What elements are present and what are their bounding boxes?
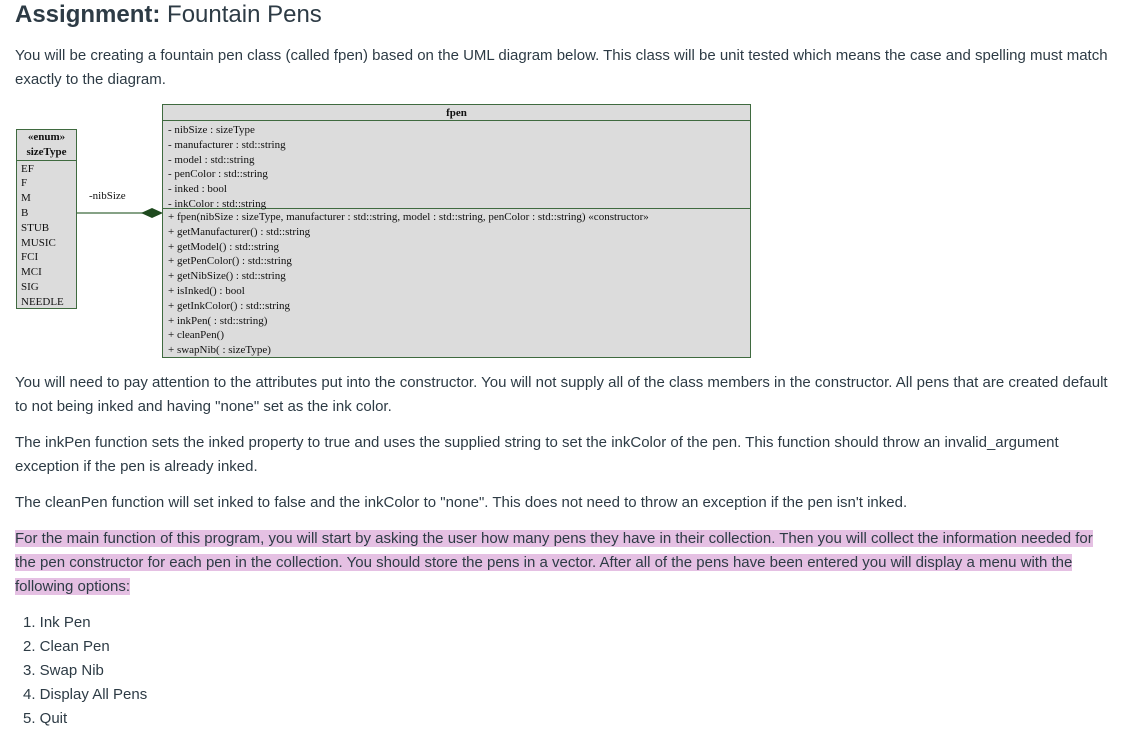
uml-enum-sizetype — [16, 129, 77, 309]
menu-option: 5. Quit — [23, 710, 68, 727]
menu-option: 1. Ink Pen — [23, 614, 91, 631]
uml-operation: + getModel() : std::string — [168, 240, 279, 253]
uml-enum-value: EF — [21, 162, 34, 175]
uml-attribute: - penColor : std::string — [168, 168, 268, 181]
uml-class-attributes — [163, 121, 750, 209]
menu-options-list — [23, 611, 147, 731]
uml-operation: + getInkColor() : std::string — [168, 299, 290, 312]
uml-enum-values — [21, 162, 76, 310]
uml-operation: + swapNib( : sizeType) — [168, 344, 271, 357]
uml-attribute: - inkColor : std::string — [168, 197, 267, 210]
uml-enum-value: B — [21, 206, 29, 219]
menu-option: 4. Display All Pens — [23, 686, 148, 703]
constructor-paragraph: You will need to pay attention to the attributes put into the constructor. You will not supply all of the class members in the constructor. All pens that are created default to not being inked and having "none" set as the ink color. — [15, 374, 1108, 415]
uml-operation: + isInked() : bool — [168, 284, 245, 297]
uml-enum-value: FCI — [21, 251, 39, 264]
main-paragraph — [15, 527, 1115, 599]
uml-attribute: - nibSize : sizeType — [168, 124, 255, 136]
uml-enum-value: F — [21, 177, 28, 190]
uml-enum-value: SIG — [21, 280, 39, 293]
uml-attribute: - model : std::string — [168, 153, 255, 166]
page-title — [15, 0, 322, 30]
page-title-bold: Assignment: — [15, 1, 161, 28]
uml-class-fpen — [162, 104, 751, 358]
uml-enum-value: STUB — [21, 221, 50, 234]
uml-operation: + getNibSize() : std::string — [168, 270, 286, 283]
uml-operation: + fpen(nibSize : sizeType, manufacturer : std::string, model : std::string, penColor : std::string) «constructor» — [168, 211, 649, 223]
page-title-rest: Fountain Pens — [160, 1, 322, 28]
uml-operation: + getManufacturer() : std::string — [168, 225, 311, 238]
uml-class-name: fpen — [163, 105, 750, 121]
uml-class-operations — [163, 209, 750, 358]
uml-attribute: - inked : bool — [168, 183, 227, 196]
uml-association-line — [77, 205, 167, 221]
uml-enum-value: NEEDLE — [21, 295, 64, 308]
uml-enum-stereotype: «enum» — [27, 131, 66, 143]
uml-association-label: -nibSize — [89, 190, 126, 202]
uml-operation: + inkPen( : std::string) — [168, 314, 268, 327]
cleanpen-paragraph: The cleanPen function will set inked to false and the inkColor to "none". This does not need to throw an exception if the pen isn't inked. — [15, 494, 908, 511]
uml-operation: + cleanPen() — [168, 329, 224, 342]
uml-enum-value: M — [21, 192, 31, 205]
uml-enum-header — [17, 130, 76, 161]
uml-enum-value: MUSIC — [21, 236, 56, 249]
menu-option: 2. Clean Pen — [23, 638, 110, 655]
composition-diamond-icon — [141, 208, 163, 218]
menu-option: 3. Swap Nib — [23, 662, 104, 679]
uml-enum-value: MCI — [21, 266, 42, 279]
intro-paragraph: You will be creating a fountain pen class (called fpen) based on the UML diagram below. This class will be unit tested which means the case and spelling must match exactly to the diagram. — [15, 47, 1108, 88]
uml-attribute: - manufacturer : std::string — [168, 138, 286, 151]
highlighted-text: For the main function of this program, you will start by asking the user how many pens they have in their collection. Then you will collect the information needed for the pen constructor for each pen in the collection. You should store the pens in a vector. After all of the pens have been entered you will display a menu with the following options: — [15, 530, 1093, 595]
uml-enum-name: sizeType — [26, 145, 67, 158]
inkpen-paragraph: The inkPen function sets the inked property to true and uses the supplied string to set the inkColor of the pen. This function should throw an invalid_argument exception if the pen is already inked. — [15, 434, 1059, 475]
uml-operation: + getPenColor() : std::string — [168, 255, 292, 268]
